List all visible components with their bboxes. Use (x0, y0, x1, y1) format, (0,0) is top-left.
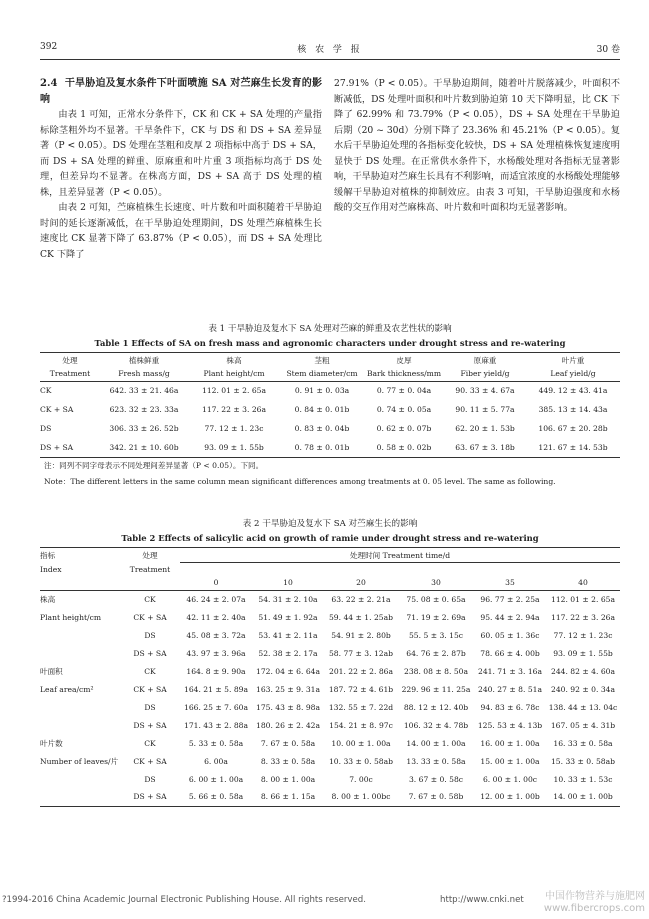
table-cell: CK (40, 386, 52, 396)
table-cell: 8. 00 ± 1. 00bc (331, 792, 391, 802)
table2-header-days (40, 576, 620, 590)
table-cell: 121. 67 ± 14. 53b (538, 442, 608, 452)
table-header-cell: 处理 (62, 356, 78, 365)
table-cell: 10. 33 ± 0. 58ab (328, 756, 394, 766)
table2-caption-en: Table 2 Effects of salicylic acid on growth of ramie under drought stress and re-watering (121, 533, 539, 543)
table-row (40, 419, 620, 438)
table1-caption-en: Table 1 Effects of SA on fresh mass and agronomic characters under drought stress and re-watering (94, 338, 566, 348)
table-row (40, 698, 620, 716)
table-cell: 14. 00 ± 1. 00a (406, 738, 466, 748)
table-header-cell: Leaf yield/g (550, 369, 596, 379)
table-cell: 15. 00 ± 1. 00a (480, 756, 540, 766)
table-cell: 172. 04 ± 6. 64a (255, 666, 321, 676)
watermark-line1: 中国作物营养与施肥网 (545, 891, 645, 902)
table-cell: 241. 71 ± 3. 16a (477, 666, 543, 676)
table-cell: 14. 00 ± 1. 00b (553, 792, 613, 802)
table-cell: CK (144, 594, 156, 604)
table-row (40, 662, 620, 680)
table-cell: 6. 00 ± 1. 00a (188, 774, 244, 784)
table-header-cell: 处理 (142, 551, 158, 560)
table-cell: CK + SA (133, 684, 167, 694)
table-header-cell: Bark thickness/mm (366, 369, 442, 379)
table-cell: 63. 67 ± 3. 18b (455, 442, 515, 452)
table-header-cell: 植株鲜重 (128, 356, 160, 365)
table-cell: 0. 74 ± 0. 05a (376, 405, 432, 414)
table-cell: 5. 66 ± 0. 58a (188, 792, 244, 802)
table-row (40, 590, 620, 608)
table-header-cell: 35 (505, 578, 515, 588)
watermark-line2: www.fibercrops.com (543, 903, 645, 914)
group-label-cn: 叶片数 (40, 738, 63, 748)
group-label-en: Plant height/cm (40, 612, 102, 622)
table-row (40, 381, 620, 400)
copyright-line: ?1994-2016 China Academic Journal Electronic Publishing House. All rights reserved. (2, 895, 366, 905)
table-header-cell: 处理时间 Treatment time/d (180, 549, 620, 562)
table-row (40, 716, 620, 734)
table-cell: 15. 33 ± 0. 58ab (550, 756, 616, 766)
table-cell: 0. 58 ± 0. 02b (376, 442, 432, 452)
table-cell: 78. 66 ± 4. 00b (480, 648, 540, 658)
table-cell: 93. 09 ± 1. 55b (204, 442, 264, 452)
table2 (40, 549, 620, 807)
group-label-cn: 株高 (40, 594, 56, 604)
table-cell: 306. 33 ± 26. 52b (109, 424, 179, 433)
group-label-cn: 叶面积 (40, 666, 63, 676)
table-cell: 3. 67 ± 0. 58c (408, 774, 464, 784)
table-cell: DS (40, 424, 52, 433)
table-cell: 623. 32 ± 23. 33a (109, 405, 179, 414)
table-cell: 5. 33 ± 0. 58a (188, 738, 244, 748)
table-cell: 385. 13 ± 14. 43a (538, 405, 608, 414)
table-cell: 138. 44 ± 13. 04c (548, 702, 618, 712)
table-row (40, 788, 620, 806)
table-cell: 63. 22 ± 2. 21a (331, 594, 391, 604)
table-cell: 106. 32 ± 4. 78b (403, 720, 469, 730)
table-header-cell: 原麻重 (473, 356, 497, 365)
table-header-cell: Index (40, 564, 62, 574)
table-cell: DS (144, 774, 156, 784)
cnki-link[interactable]: http://www.cnki.net (440, 895, 524, 905)
table-cell: 10. 33 ± 1. 53c (553, 774, 613, 784)
table-cell: 55. 5 ± 3. 15c (408, 630, 464, 640)
table-cell: 54. 31 ± 2. 10a (258, 594, 318, 604)
group-label-en: Number of leaves/片 (40, 756, 119, 766)
table-cell: DS (144, 630, 156, 640)
table-cell: 7. 00c (349, 774, 373, 784)
table-cell: 16. 00 ± 1. 00a (480, 738, 540, 748)
table-cell: 42. 11 ± 2. 40a (186, 612, 246, 622)
table-row (40, 770, 620, 788)
table-header-cell: 30 (431, 578, 441, 588)
table-cell: 164. 21 ± 5. 89a (183, 684, 249, 694)
body-paragraph: 由表 2 可知，苎麻植株生长速度、叶片数和叶面积随着干旱胁迫时间的延长逐渐减低，在干旱胁迫处理期间，DS 处理苎麻植株生长速度比 CK 显著下降了 63.87%（P < 0.05），而 DS + SA 处理比 CK 下降了 (40, 202, 322, 260)
table2-caption-cn: 表 2 干旱胁迫及复水下 SA 对苎麻生长的影响 (242, 519, 418, 529)
table-cell: 90. 33 ± 4. 67a (455, 386, 515, 396)
journal-title: 核 农 学 报 (297, 45, 363, 55)
table-cell: 8. 00 ± 1. 00a (260, 774, 316, 784)
table-cell: 8. 66 ± 1. 15a (260, 792, 316, 802)
table-cell: 51. 49 ± 1. 92a (258, 612, 318, 622)
table-header-cell: 10 (283, 578, 293, 588)
table-header-cell: 20 (356, 578, 366, 588)
table-header-cell: 指标 (40, 551, 56, 560)
table-cell: 60. 05 ± 1. 36c (480, 630, 540, 640)
section-number: 2.4 (40, 78, 58, 89)
table-cell: 12. 00 ± 1. 00b (480, 792, 540, 802)
table-cell: 112. 01 ± 2. 65a (550, 594, 616, 604)
table-cell: 449. 12 ± 43. 41a (538, 386, 608, 396)
section-title: 干旱胁迫及复水条件下叶面喷施 SA 对苎麻生长发育的影响 (40, 78, 322, 105)
table-cell: 171. 43 ± 2. 88a (183, 720, 249, 730)
table-cell: 201. 22 ± 2. 86a (328, 666, 394, 676)
table-cell: 154. 21 ± 8. 97c (329, 720, 393, 730)
table-header-cell: Treatment (49, 369, 91, 379)
table-cell: 53. 41 ± 2. 11a (258, 630, 318, 640)
table-header-cell: 叶片重 (561, 356, 585, 365)
table-cell: 54. 91 ± 2. 80b (331, 630, 391, 640)
table-cell: 167. 05 ± 4. 31b (550, 720, 616, 730)
table1-header-cn (40, 354, 620, 367)
group-label-en: Leaf area/cm² (40, 684, 94, 694)
table-cell: 240. 92 ± 0. 34a (550, 684, 616, 694)
table1-caption-cn: 表 1 干旱胁迫及复水下 SA 处理对苎麻的鲜重及农艺性状的影响 (208, 324, 452, 334)
table-header-cell: Fresh mass/g (118, 369, 170, 379)
table-header-cell: 0 (213, 578, 219, 588)
table-header-cell: 茎粗 (314, 356, 330, 365)
table-row (40, 438, 620, 457)
table-cell: 58. 77 ± 3. 12ab (328, 648, 394, 658)
table-cell: 43. 97 ± 3. 96a (186, 648, 246, 658)
header-rule (40, 59, 620, 60)
table-cell: CK (144, 738, 156, 748)
table-cell: 13. 33 ± 0. 58a (406, 756, 466, 766)
table-cell: 164. 8 ± 9. 90a (186, 666, 246, 676)
table-cell: 117. 22 ± 3. 26a (550, 612, 616, 622)
table-cell: DS + SA (133, 792, 167, 802)
table-row (40, 644, 620, 662)
table-cell: 6. 00a (204, 756, 228, 766)
table-cell: 642. 33 ± 21. 46a (109, 386, 179, 396)
left-column (40, 76, 322, 262)
table-header-cell: Stem diameter/cm (286, 369, 358, 379)
table-cell: DS + SA (133, 720, 167, 730)
table-cell: DS + SA (133, 648, 167, 658)
table1-note-en: Note：The different letters in the same column mean significant differences among treatments at 0. 05 level. The same as following. (44, 477, 556, 486)
table-header-cell: Treatment (129, 564, 171, 574)
table-cell: 7. 67 ± 0. 58b (408, 792, 464, 802)
body-paragraph: 由表 1 可知，正常水分条件下，CK 和 CK + SA 处理的产量指标除茎粗外均不显著。干旱条件下，CK 与 DS 和 DS + SA 差异显著（P < 0.05）。DS 处理在茎粗和皮厚 2 项指标中高于 DS + SA，而 DS + SA 处理的鲜重、原麻重和叶片重 3 项指标均高于 DS 处理，但差异均不显著。在株高方面，DS + SA 高于 DS 处理的植株，且差异显著（P < 0.05）。 (40, 109, 322, 198)
table-row (40, 400, 620, 419)
table-cell: 187. 72 ± 4. 61b (328, 684, 394, 694)
table-cell: 62. 20 ± 1. 53b (455, 424, 515, 433)
table-cell: 0. 62 ± 0. 07b (376, 424, 432, 433)
table-cell: 7. 67 ± 0. 58a (260, 738, 316, 748)
table-row (40, 734, 620, 752)
table-cell: 45. 08 ± 3. 72a (186, 630, 246, 640)
table-cell: 342. 21 ± 10. 60b (109, 442, 179, 452)
table-cell: 96. 77 ± 2. 25a (480, 594, 540, 604)
table-cell: 175. 43 ± 8. 98a (255, 702, 321, 712)
table-cell: 244. 82 ± 4. 60a (550, 666, 616, 676)
table-cell: 16. 33 ± 0. 58a (553, 738, 613, 748)
section-heading (40, 76, 322, 107)
table-cell: 94. 83 ± 6. 78c (480, 702, 540, 712)
table-cell: 180. 26 ± 2. 42a (255, 720, 321, 730)
table-cell: 0. 77 ± 0. 04a (376, 386, 432, 396)
table-cell: DS + SA (40, 442, 74, 452)
table-cell: CK + SA (40, 405, 74, 414)
table-cell: 71. 19 ± 2. 69a (406, 612, 466, 622)
table-cell: CK (144, 666, 156, 676)
table-cell: 0. 78 ± 0. 01b (294, 442, 350, 452)
table-cell: CK + SA (133, 756, 167, 766)
table-cell: 75. 08 ± 0. 65a (406, 594, 466, 604)
table-cell: 117. 22 ± 3. 26a (201, 405, 267, 414)
table-cell: 132. 55 ± 7. 22d (328, 702, 394, 712)
running-header (40, 42, 620, 56)
table-cell: 77. 12 ± 1. 23c (553, 630, 613, 640)
table-cell: 238. 08 ± 8. 50a (403, 666, 469, 676)
table-cell: 59. 44 ± 1. 25ab (328, 612, 394, 622)
table-header-cell: Fiber yield/g (460, 369, 510, 379)
table-cell: 64. 76 ± 2. 87b (406, 648, 466, 658)
body-paragraph: 27.91%（P < 0.05）。干旱胁迫期间，随着叶片脱落减少，叶面积不断减低，DS 处理叶面积和叶片数到胁迫第 10 天下降明显，比 CK 下降了 62.99% 和 73.79%（P < 0.05），DS + SA 处理在干旱胁迫后期（20 ~ 30d）分别下降了 23.36% 和 45.21%（P < 0.05）。复水后干旱胁迫处理的各指标变化较快，DS + SA 处理植株恢复速度明显快于 DS 处理。在正常供水条件下，水杨酸处理对各指标无显著影响，干旱胁迫对苎麻生长具有不利影响，而适宜浓度的水杨酸处理能够缓解干旱胁迫对植株的抑制效应。由表 3 可知，干旱胁迫强度和水杨酸的交互作用对苎麻株高、叶片数和叶面积均无显著影响。 (334, 78, 620, 213)
table-cell: CK + SA (133, 612, 167, 622)
table-header-cell: 40 (578, 578, 588, 588)
table-cell: 6. 00 ± 1. 00c (482, 774, 538, 784)
table-cell: 229. 96 ± 11. 25a (401, 684, 471, 694)
table-cell: 163. 25 ± 9. 31a (255, 684, 321, 694)
table-cell: 93. 09 ± 1. 55b (553, 648, 613, 658)
watermark (544, 891, 645, 915)
table1-header-en (40, 367, 620, 381)
table-cell: 0. 83 ± 0. 04b (294, 424, 350, 433)
table-cell: 106. 67 ± 20. 28b (538, 424, 608, 433)
table1-top-rule (40, 352, 620, 353)
table-cell: 88. 12 ± 12. 40b (403, 702, 469, 712)
page-number: 392 (40, 42, 58, 52)
table-cell: 8. 33 ± 0. 58a (260, 756, 316, 766)
table-cell: 46. 24 ± 2. 07a (186, 594, 246, 604)
table-row (40, 626, 620, 644)
table-cell: 112. 01 ± 2. 65a (201, 386, 267, 396)
table1-note-cn: 注：同列不同字母表示不同处理间差异显著（P < 0.05）。下同。 (44, 461, 264, 470)
table-cell: 10. 00 ± 1. 00a (331, 738, 391, 748)
table2-header-row2 (40, 562, 620, 576)
table-cell: DS (144, 702, 156, 712)
table-cell: 0. 91 ± 0. 03a (294, 386, 350, 396)
table-row (40, 752, 620, 770)
table-cell: 0. 84 ± 0. 01b (294, 405, 350, 414)
table-cell: 125. 53 ± 4. 13b (477, 720, 543, 730)
table-cell: 166. 25 ± 7. 60a (183, 702, 249, 712)
table-header-cell: 株高 (226, 356, 242, 365)
right-column (334, 76, 620, 216)
table2-top-rule (40, 547, 620, 548)
table-cell: 52. 38 ± 2. 17a (258, 648, 318, 658)
table-row (40, 608, 620, 626)
table-cell: 240. 27 ± 8. 51a (477, 684, 543, 694)
table1 (40, 354, 620, 458)
table-header-cell: Plant height/cm (203, 369, 265, 379)
table-row (40, 680, 620, 698)
table2-header-row1 (40, 549, 620, 562)
table-header-cell: 皮厚 (396, 356, 412, 365)
volume-label: 30 卷 (596, 45, 620, 55)
table-cell: 95. 44 ± 2. 94a (480, 612, 540, 622)
table-cell: 77. 12 ± 1. 23c (204, 424, 264, 433)
table-cell: 90. 11 ± 5. 77a (455, 405, 515, 414)
